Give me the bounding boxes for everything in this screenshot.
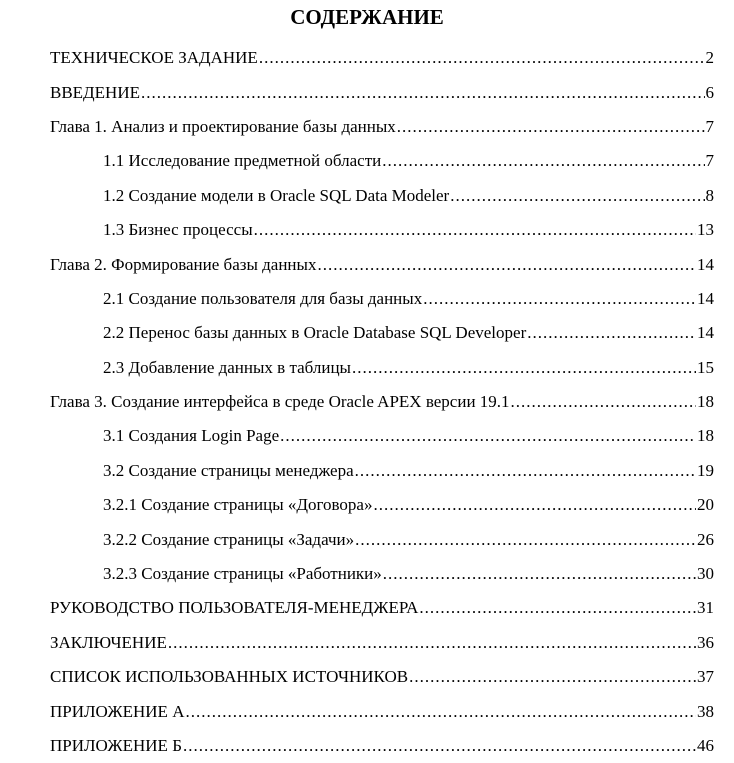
toc-entry[interactable]: [0, 626, 734, 660]
dot-leader: [183, 736, 696, 756]
dot-leader: [382, 151, 704, 171]
toc-entry[interactable]: [0, 41, 734, 75]
toc-entry-page-number: 8: [705, 185, 714, 205]
toc-entry-label: 2.1 Создание пользователя для базы данных: [103, 288, 423, 308]
toc-entry-label: ВВЕДЕНИЕ: [50, 82, 140, 102]
toc-entry-page-number: 13: [697, 220, 714, 240]
toc-entry-label: 1.1 Исследование предметной области: [103, 151, 382, 171]
toc-entry[interactable]: [0, 316, 734, 350]
toc-entry-page-number: 30: [697, 564, 714, 584]
toc-entry[interactable]: [0, 694, 734, 728]
dot-leader: [511, 392, 696, 412]
toc-entry[interactable]: [0, 179, 734, 213]
toc-entry[interactable]: [0, 385, 734, 419]
toc-entry-label: 3.2.1 Создание страницы «Договора»: [103, 495, 373, 515]
toc-entry-page-number: 38: [697, 701, 714, 721]
dot-leader: [259, 48, 705, 68]
table-of-contents: [0, 41, 734, 763]
dot-leader: [419, 598, 696, 618]
dot-leader: [450, 186, 704, 206]
toc-entry[interactable]: [0, 75, 734, 109]
toc-entry-page-number: 36: [697, 632, 714, 652]
toc-entry[interactable]: [0, 351, 734, 385]
toc-entry-page-number: 14: [697, 288, 714, 308]
toc-entry-page-number: 37: [697, 667, 714, 687]
dot-leader: [254, 220, 696, 240]
toc-entry-page-number: 26: [697, 529, 714, 549]
toc-entry-page-number: 7: [705, 151, 714, 171]
toc-entry-page-number: 14: [697, 254, 714, 274]
dot-leader: [355, 461, 696, 481]
toc-entry-label: ТЕХНИЧЕСКОЕ ЗАДАНИЕ: [50, 48, 258, 68]
toc-entry-page-number: 18: [697, 392, 714, 412]
toc-entry-label: Глава 1. Анализ и проектирование базы данных: [50, 116, 396, 136]
toc-entry-label: ЗАКЛЮЧЕНИЕ: [50, 632, 167, 652]
toc-entry-label: 3.2.2 Создание страницы «Задачи»: [103, 529, 355, 549]
dot-leader: [397, 117, 705, 137]
toc-entry[interactable]: [0, 591, 734, 625]
toc-entry-label: 1.2 Создание модели в Oracle SQL Data Modeler: [103, 185, 450, 205]
dot-leader: [185, 702, 696, 722]
toc-entry-label: ПРИЛОЖЕНИЕ А: [50, 701, 185, 721]
toc-entry[interactable]: [0, 660, 734, 694]
dot-leader: [317, 255, 696, 275]
toc-entry-label: 3.2.3 Создание страницы «Работники»: [103, 564, 382, 584]
page-title: СОДЕРЖАНИЕ: [290, 5, 444, 29]
dot-leader: [383, 564, 696, 584]
dot-leader: [527, 323, 696, 343]
dot-leader: [409, 667, 696, 687]
toc-entry[interactable]: [0, 522, 734, 556]
toc-entry-page-number: 19: [697, 460, 714, 480]
toc-entry-page-number: 31: [697, 598, 714, 618]
dot-leader: [373, 495, 696, 515]
dot-leader: [280, 426, 696, 446]
toc-entry-page-number: 18: [697, 426, 714, 446]
toc-entry[interactable]: [0, 282, 734, 316]
toc-entry-page-number: 20: [697, 495, 714, 515]
toc-entry-label: 2.3 Добавление данных в таблицы: [103, 357, 351, 377]
toc-entry-page-number: 7: [705, 116, 714, 136]
toc-entry-label: 1.3 Бизнес процессы: [103, 220, 253, 240]
toc-entry-label: СПИСОК ИСПОЛЬЗОВАННЫХ ИСТОЧНИКОВ: [50, 667, 409, 687]
toc-entry[interactable]: [0, 488, 734, 522]
toc-entry[interactable]: [0, 213, 734, 247]
toc-entry-page-number: 15: [697, 357, 714, 377]
toc-entry[interactable]: [0, 247, 734, 281]
toc-entry-label: 3.1 Создания Login Page: [103, 426, 280, 446]
toc-entry-label: 3.2 Создание страницы менеджера: [103, 460, 354, 480]
dot-leader: [141, 83, 705, 103]
toc-entry-label: ПРИЛОЖЕНИЕ Б: [50, 736, 182, 755]
toc-entry-page-number: 2: [705, 48, 714, 68]
toc-entry-page-number: 6: [705, 82, 714, 102]
dot-leader: [355, 530, 696, 550]
toc-entry[interactable]: [0, 454, 734, 488]
dot-leader: [423, 289, 696, 309]
toc-entry[interactable]: [0, 729, 734, 763]
toc-entry-page-number: 46: [697, 736, 714, 755]
dot-leader: [168, 633, 696, 653]
toc-entry[interactable]: [0, 557, 734, 591]
toc-entry[interactable]: [0, 110, 734, 144]
toc-entry-label: Глава 2. Формирование базы данных: [50, 254, 317, 274]
dot-leader: [352, 358, 696, 378]
toc-entry-label: Глава 3. Создание интерфейса в среде Oracle APEX версии 19.1: [50, 392, 510, 412]
toc-entry[interactable]: [0, 144, 734, 178]
toc-entry[interactable]: [0, 419, 734, 453]
toc-entry-label: 2.2 Перенос базы данных в Oracle Database SQL Developer: [103, 323, 527, 343]
toc-entry-page-number: 14: [697, 323, 714, 343]
toc-entry-label: РУКОВОДСТВО ПОЛЬЗОВАТЕЛЯ-МЕНЕДЖЕРА: [50, 598, 419, 618]
